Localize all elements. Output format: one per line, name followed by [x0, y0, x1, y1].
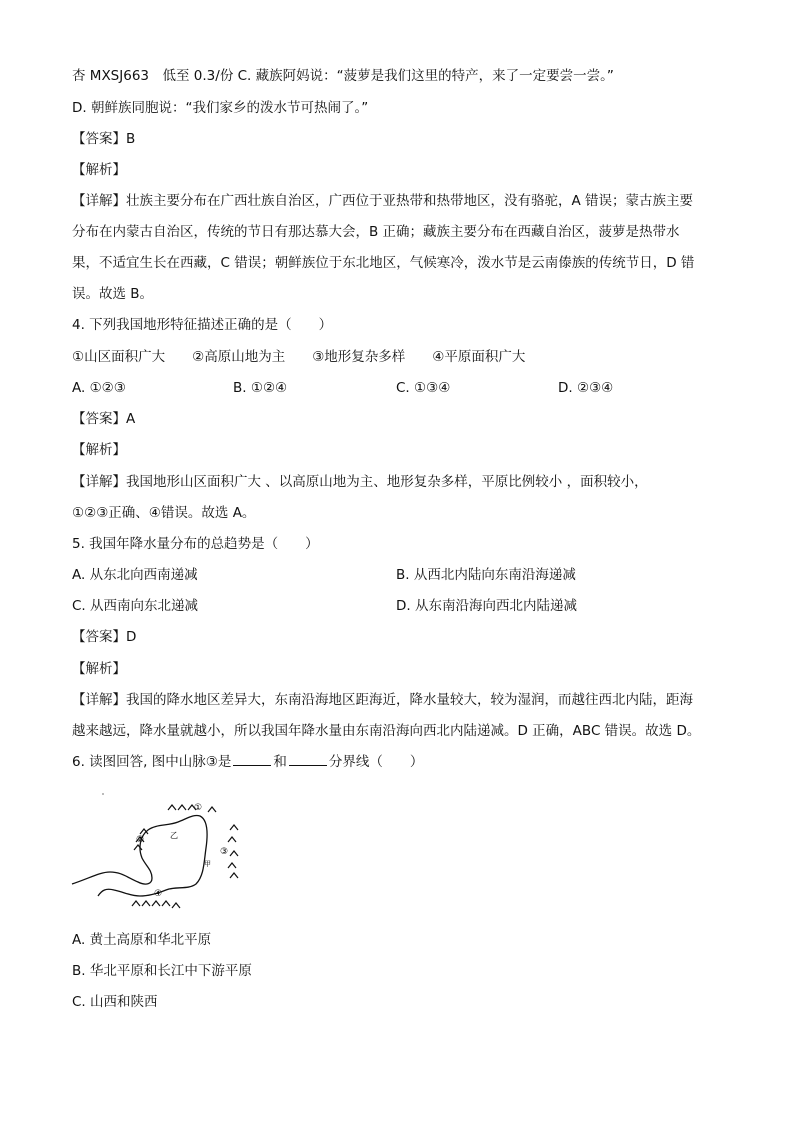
- text-line: 误。故选 B。: [72, 286, 154, 302]
- q5-option-b: B. 从西北内陆向东南沿海递减: [396, 567, 576, 583]
- map-label-3: ③: [220, 847, 229, 857]
- question-4-statements: ①山区面积广大 ②高原山地为主 ③地形复杂多样 ④平原面积广大: [72, 349, 526, 365]
- analysis-label: 【解析】: [72, 661, 126, 677]
- text-line: ①②③正确、④错误。故选 A。: [72, 505, 256, 521]
- map-label-jia: 甲: [204, 860, 211, 868]
- map-label-4: ④: [154, 889, 163, 899]
- text-line: 果，不适宜生长在西藏，C 错误；朝鲜族位于东北地区，气候寒冷，泼水节是云南傣族的传统节日，D 错: [72, 255, 695, 271]
- text-line: 杏 MXSJ663 低至 0.3/份 C. 藏族阿妈说：“菠萝是我们这里的特产，来了一定要尝一尝。”: [72, 68, 614, 84]
- q6-option-b: B. 华北平原和长江中下游平原: [72, 963, 252, 979]
- question-6: [72, 752, 423, 772]
- map-figure: [70, 786, 260, 916]
- q6-part1: 6. 读图回答, 图中山脉③是: [72, 754, 232, 770]
- q6-part3: 分界线（ ）: [328, 754, 424, 770]
- question-5: 5. 我国年降水量分布的总趋势是（ ）: [72, 536, 319, 552]
- answer-label: 【答案】A: [72, 411, 136, 427]
- analysis-label: 【解析】: [72, 442, 126, 458]
- q4-option-c: C. ①③④: [396, 380, 451, 396]
- q5-option-d: D. 从东南沿海向西北内陆递减: [396, 598, 577, 614]
- q5-option-c: C. 从西南向东北递减: [72, 598, 199, 614]
- q4-option-a: A. ①②③: [72, 380, 126, 396]
- q6-part2: 和: [273, 754, 287, 770]
- blank-1: [233, 753, 271, 766]
- q4-option-d: D. ②③④: [558, 380, 614, 396]
- text-line: D. 朝鲜族同胞说：“我们家乡的泼水节可热闹了。”: [72, 100, 369, 116]
- map-label-2: ②: [136, 835, 145, 845]
- text-line: 【详解】壮族主要分布在广西壮族自治区，广西位于亚热带和热带地区，没有骆驼，A 错误；蒙古族主要: [72, 193, 694, 209]
- text-line: 【详解】我国地形山区面积广大 、以高原山地为主、地形复杂多样，平原比例较小 ，面积较小，: [72, 474, 648, 490]
- q6-option-c: C. 山西和陕西: [72, 994, 158, 1010]
- answer-label: 【答案】D: [72, 629, 137, 645]
- text-line: 越来越远，降水量就越小，所以我国年降水量由东南沿海向西北内陆递减。D 正确，ABC 错误。故选 D。: [72, 723, 701, 739]
- blank-2: [289, 753, 327, 766]
- text-line: 【详解】我国的降水地区差异大，东南沿海地区距海近，降水量较大，较为湿润，而越往西北内陆，距海: [72, 692, 693, 708]
- analysis-label: 【解析】: [72, 162, 126, 178]
- q6-option-a: A. 黄土高原和华北平原: [72, 932, 212, 948]
- text-line: 分布在内蒙古自治区，传统的节日有那达慕大会，B 正确；藏族主要分布在西藏自治区，菠萝是热带水: [72, 224, 680, 240]
- map-label-1: ①: [194, 803, 203, 813]
- q4-option-b: B. ①②④: [233, 380, 288, 396]
- q5-option-a: A. 从东北向西南递减: [72, 567, 198, 583]
- map-label-yi: 乙: [170, 831, 178, 840]
- question-4: 4. 下列我国地形特征描述正确的是（ ）: [72, 317, 333, 333]
- answer-label: 【答案】B: [72, 131, 136, 147]
